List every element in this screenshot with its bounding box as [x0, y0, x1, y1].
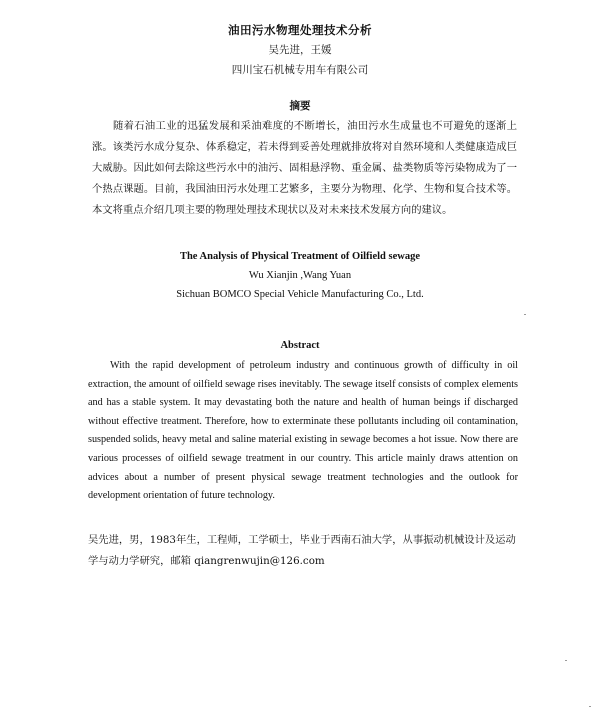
- chinese-abstract-heading: 摘要: [289, 100, 311, 112]
- chinese-affiliation: 四川宝石机械专用车有限公司: [231, 64, 369, 76]
- english-title: The Analysis of Physical Treatment of Oilfield sewage: [179, 251, 421, 262]
- english-abstract-body: With the rapid development of petroleum industry and continuous growth of difficulty in oil extraction, the amount of oilfield sewage rises inevitably. The sewage itself consists of complex elements and has a stable system. It may devastating both the nature and health of human beings if discharged without effective treatment. Therefore, how to exterminate these pollutants including oil contamination, suspended solids, heavy metal and saline material existing in sewage becomes a hot issue. Now there are various processes of oilfield sewage treatment in our country. This article mainly draws attention on advices about a number of present physical sewage treatment technologies and the outlook for development orientation of future technology.: [88, 360, 518, 502]
- chinese-title: 油田污水物理处理技术分析: [228, 23, 372, 37]
- scan-speck: [589, 706, 591, 707]
- chinese-authors: 吴先进，王媛: [268, 44, 332, 56]
- english-abstract-heading: Abstract: [280, 340, 320, 351]
- english-authors: Wu Xianjin ,Wang Yuan: [248, 270, 352, 281]
- english-affiliation: Sichuan BOMCO Special Vehicle Manufacturing Co., Ltd.: [176, 289, 424, 300]
- scan-speck: [565, 660, 567, 661]
- author-footnote: 吴先进，男，1983年生，工程师，工学硕士，毕业于西南石油大学，从事振动机械设计及运动学与动力学研究，邮箱 qiangrenwujin@126.com: [88, 534, 516, 567]
- chinese-abstract-body: 随着石油工业的迅猛发展和采油难度的不断增长，油田污水生成量也不可避免的逐渐上涨。该类污水成分复杂、体系稳定，若未得到妥善处理就排放将对自然环境和人类健康造成巨大威胁。因此如何去除这些污水中的油污、固相悬浮物、重金属、盐类物质等污染物成为了一个热点课题。目前，我国油田污水处理工艺繁多，主要分为物理、化学、生物和复合技术等。本文将重点介绍几项主要的物理处理技术现状以及对未来技术发展方向的建议。: [92, 120, 517, 216]
- scan-speck: [524, 314, 526, 315]
